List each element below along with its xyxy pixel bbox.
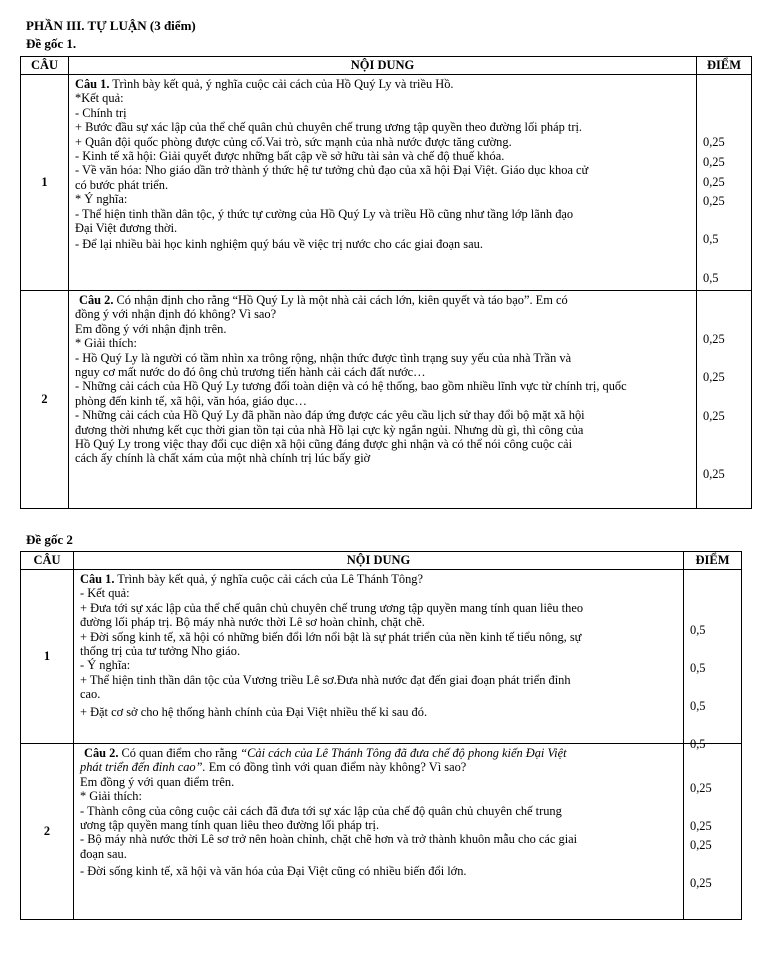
- answer-line: - Chính trị: [75, 105, 127, 120]
- score-value: 0,5: [690, 661, 706, 675]
- answer-line: - Để lại nhiều bài học kinh nghiệm quý báu về việc trị nước cho các giai đoạn sau.: [75, 237, 483, 252]
- answer-line: - Hồ Quý Ly là người có tầm nhìn xa trông rộng, nhận thức được tình trạng suy yếu của nhà Trần và: [75, 350, 572, 365]
- question-number: 1: [21, 75, 69, 291]
- answer-line: - Những cải cách của Hồ Quý Ly tương đối toàn diện và có hệ thống, bao gồm nhiều lĩnh vực từ chính trị, quốc: [75, 379, 627, 394]
- table-row: [21, 744, 742, 920]
- answer-line: đoạn sau.: [80, 846, 127, 861]
- answer-line: - Kinh tế xã hội: Giải quyết được những bất cập về sở hữu tài sản và chế độ thuế khóa.: [75, 149, 505, 164]
- question-number: 1: [21, 570, 74, 744]
- score-column: [697, 75, 752, 291]
- quoted-view-continued: phát triển đến đỉnh cao”.: [80, 760, 206, 775]
- question-content: [74, 570, 684, 744]
- header-cau: CÂU: [21, 57, 69, 75]
- answer-line: Em đồng ý với quan điểm trên.: [80, 774, 235, 789]
- answer-line: phòng đến kinh tế, xã hội, văn hóa, giáo dục…: [75, 393, 307, 408]
- table2-header-row: [21, 552, 742, 570]
- score-column: [684, 744, 742, 920]
- header-diem: ĐIỂM: [684, 552, 742, 570]
- answer-line: + Bước đầu sự xác lập của thể chế quân chủ chuyên chế trung ương tập quyền theo đường lối pháp trị.: [75, 120, 582, 135]
- answer-line: ương tập quyền mang tính quan liêu theo đường lối pháp trị.: [80, 818, 380, 833]
- answer-line: + Đời sống kinh tế, xã hội có những biến đổi lớn nổi bật là sự phát triển của nền kinh tế tiểu nông, sự: [80, 629, 582, 644]
- score-value: 0,25: [703, 155, 725, 169]
- score-value: 0,5: [690, 737, 706, 751]
- answer-line: - Thành công của công cuộc cải cách đã đưa tới sự xác lập của chế độ quân chủ chuyên chế trung: [80, 803, 562, 818]
- table1-title: Đề gốc 1.: [26, 36, 77, 51]
- question-label: Câu 1.: [75, 77, 110, 91]
- answer-line: đương thời nhưng kết cục thời gian tồn tại của nhà Hồ lại cực kỳ ngắn ngủi. Nhưng dù gì, thì công của: [75, 422, 584, 437]
- score-value: 0,25: [703, 409, 725, 423]
- answer-line: * Giải thích:: [75, 336, 137, 351]
- score-value: 0,5: [703, 271, 719, 285]
- question-text-continued: Em có đồng tình với quan điểm này không? Vì sao?: [205, 760, 467, 775]
- score-value: 0,25: [690, 876, 712, 890]
- score-value: 0,5: [690, 699, 706, 713]
- answer-line: - Về văn hóa: Nho giáo dần trở thành ý thức hệ tư tưởng chủ đạo của xã hội Đại Việt. Giáo dục khoa cử: [75, 163, 589, 178]
- score-value: 0,25: [703, 135, 725, 149]
- answer-line: *Kết quả:: [75, 91, 124, 106]
- table-row: [21, 75, 752, 291]
- question-number: 2: [21, 744, 74, 920]
- table1-header-row: [21, 57, 752, 75]
- answer-line: cao.: [80, 687, 101, 702]
- question-number: 2: [21, 291, 69, 509]
- answer-line: * Ý nghĩa:: [75, 192, 128, 207]
- score-column: [684, 570, 742, 751]
- question-label: Câu 2.: [79, 293, 114, 307]
- answer-line: Đại Việt đương thời.: [75, 221, 178, 236]
- answer-line: nguy cơ mất nước do đó ông chủ trương tiến hành cải cách đất nước…: [75, 365, 426, 380]
- answer-table-2: [20, 551, 742, 920]
- score-value: 0,5: [690, 623, 706, 637]
- score-value: 0,5: [703, 232, 719, 246]
- answer-line: * Giải thích:: [80, 789, 142, 804]
- question-text: Trình bày kết quả, ý nghĩa cuộc cải cách của Hồ Quý Ly và triều Hồ.: [109, 77, 454, 91]
- answer-line: + Thể hiện tinh thần dân tộc của Vương triều Lê sơ.Đưa nhà nước đạt đến giai đoạn phát triển đỉnh: [80, 672, 571, 687]
- header-cau: CÂU: [21, 552, 74, 570]
- answer-line: thống trị của tư tưởng Nho giáo.: [80, 644, 241, 659]
- section-title: PHẦN III. TỰ LUẬN (3 điểm): [26, 18, 196, 33]
- answer-line: Hồ Quý Ly trong việc thay đổi cục diện xã hội cũng đáng được ghi nhận và có thể nói công cuộc cải: [75, 437, 573, 452]
- score-value: 0,25: [703, 175, 725, 189]
- answer-line: Em đồng ý với nhận định trên.: [75, 321, 227, 336]
- answer-line: + Quân đội quốc phòng được củng cố.Vai trò, sức mạnh của nhà nước được tăng cường.: [75, 134, 512, 149]
- question-text: Có quan điểm cho rằng: [118, 746, 241, 760]
- score-value: 0,25: [703, 194, 725, 208]
- answer-line: cách ấy chính là chất xám của một nhà chính trị lúc bấy giờ: [75, 451, 371, 466]
- answer-line: + Đưa tới sự xác lập của thể chế quân chủ chuyên chế trung ương tập quyền mang tính quan liêu theo: [80, 600, 584, 615]
- score-value: 0,25: [703, 332, 725, 346]
- answer-table-1: [20, 56, 752, 509]
- answer-line: + Đặt cơ sở cho hệ thống hành chính của Đại Việt nhiều thế kỉ sau đó.: [80, 704, 428, 719]
- score-column: [697, 291, 752, 509]
- table-row: [21, 570, 742, 744]
- table-row: [21, 291, 752, 509]
- answer-line: - Những cải cách của Hồ Quý Ly đã phần nào đáp ứng được các yêu cầu lịch sử thay đổi bộ mặt xã hội: [75, 408, 585, 423]
- answer-line: - Bộ máy nhà nước thời Lê sơ trở nên hoàn chỉnh, chặt chẽ hơn và trở thành khuôn mẫu cho các giai: [80, 832, 578, 847]
- answer-line: - Thể hiện tinh thần dân tộc, ý thức tự cường của Hồ Quý Ly và triều Hồ cũng như tầng lớp lãnh đạo: [75, 206, 574, 221]
- score-value: 0,25: [703, 370, 725, 384]
- header-noi-dung: NỘI DUNG: [74, 552, 684, 570]
- score-value: 0,25: [690, 781, 712, 795]
- answer-line: - Ý nghĩa:: [80, 658, 131, 673]
- question-label: Câu 2.: [84, 746, 119, 760]
- question-content: [74, 744, 684, 920]
- quoted-view: “Cải cách của Lê Thánh Tông đã đưa chế độ phong kiến Đại Việt: [240, 746, 567, 760]
- answer-line: có bước phát triển.: [75, 177, 169, 192]
- question-label: Câu 1.: [80, 572, 115, 586]
- answer-line: đồng ý với nhận định đó không? Vì sao?: [75, 307, 277, 322]
- question-content: [69, 291, 697, 509]
- header-noi-dung: NỘI DUNG: [69, 57, 697, 75]
- answer-line: đường lối pháp trị. Bộ máy nhà nước thời Lê sơ hoàn chỉnh, chặt chẽ.: [80, 615, 425, 630]
- score-value: 0,25: [690, 838, 712, 852]
- question-text: Có nhận định cho rằng “Hồ Quý Ly là một nhà cải cách lớn, kiên quyết và táo bạo”. Em có: [113, 293, 568, 307]
- score-value: 0,25: [690, 819, 712, 833]
- question-content: [69, 75, 697, 291]
- score-value: 0,25: [703, 467, 725, 481]
- answer-line: - Kết quả:: [80, 586, 130, 601]
- question-text: Trình bày kết quả, ý nghĩa cuộc cải cách của Lê Thánh Tông?: [114, 572, 423, 586]
- table2-title: Đề gốc 2: [26, 532, 73, 547]
- answer-line: - Đời sống kinh tế, xã hội và văn hóa của Đại Việt cũng có nhiều biến đổi lớn.: [80, 864, 467, 879]
- header-diem: ĐIỂM: [697, 57, 752, 75]
